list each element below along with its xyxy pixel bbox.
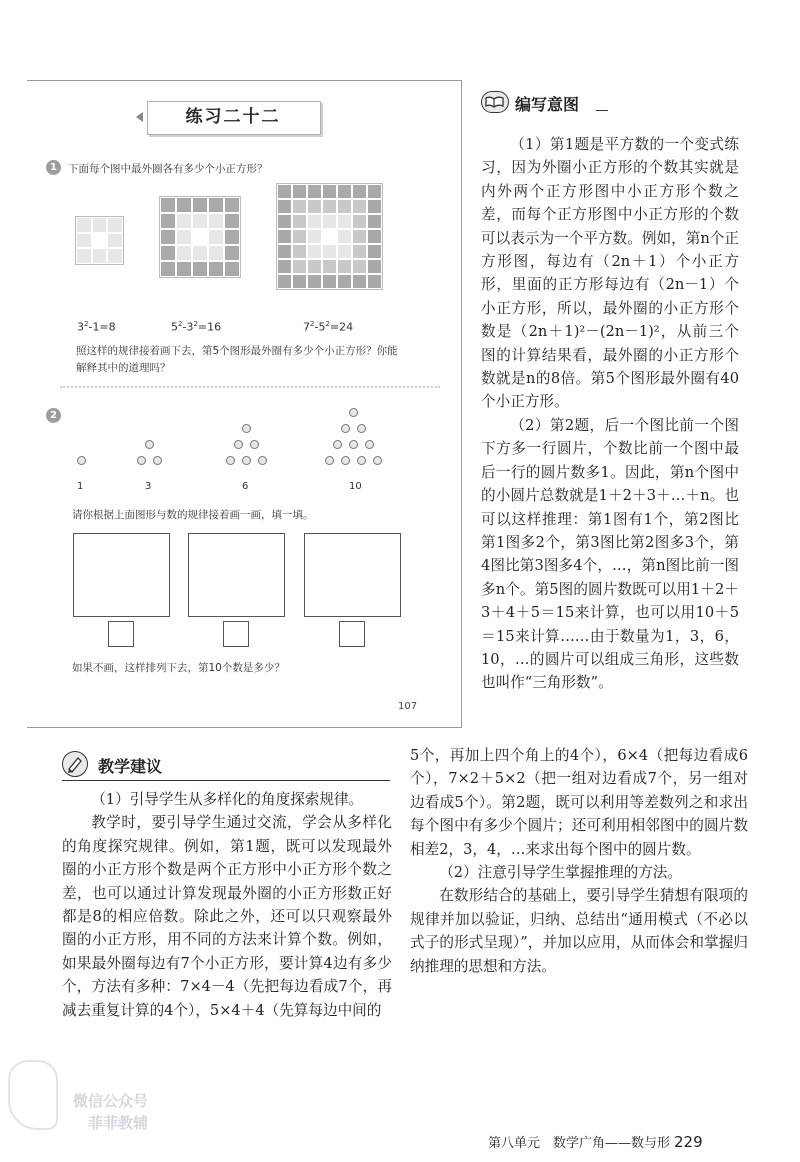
grid-cell xyxy=(176,213,192,229)
grid-cell xyxy=(208,229,224,245)
watermark xyxy=(8,1090,148,1152)
circle-disc xyxy=(250,440,259,449)
grid-cell xyxy=(224,229,240,245)
grid-cell xyxy=(352,274,367,289)
circle-disc xyxy=(153,456,162,465)
triangle-label-3: 3 xyxy=(145,481,152,492)
teaching-point-2-body: 在数形结合的基础上，要引导学生猜想有限项的规律并加以验证，归纳、总结出“通用模式（不必以式子的形式呈现）”，并加以应用，从而体会和掌握归纳推理的思想和方法。 xyxy=(410,887,748,975)
formula-1: $3^2-1=8$ xyxy=(77,320,116,334)
grid-cell xyxy=(76,233,92,249)
answer-box-2[interactable] xyxy=(223,621,249,647)
grid-cell xyxy=(176,261,192,277)
question-2-instruction: 请你根据上面图形与数的规律接着画一画，填一填。 xyxy=(72,509,314,521)
drawing-box-1[interactable] xyxy=(73,533,170,617)
teaching-point-1-body: 教学时，要引导学生通过交流，学会从多样化的角度探究规律。例如，第1题，既可以发现最外圈的小正方形个数是两个正方形中小正方形个数之差，也可以通过计算发现最外圈的小正方形数正好都是8的相应倍数。除此之外，还可以只观察最外圈的小正方形，用不同的方法来计算个数。例如，如果最外圈每边有7个小正方形，要计算4边有多少个，方法有多种：7×4－4（先把每边看成7个，再减去重复计算的4个），5×4＋4（先算每边中间的 xyxy=(62,814,392,1019)
grid-cell xyxy=(92,233,108,249)
grid-cell xyxy=(322,274,337,289)
grid-cell xyxy=(292,214,307,229)
grid-cell xyxy=(337,184,352,199)
grid-cell xyxy=(292,184,307,199)
grid-cell xyxy=(277,184,292,199)
grid-cell xyxy=(76,248,92,264)
grid-cell xyxy=(307,259,322,274)
grid-cell xyxy=(337,244,352,259)
teaching-point-1-title: （1）引导学生从多样化的角度探索规律。 xyxy=(91,791,364,808)
triangle-label-1: 1 xyxy=(77,481,84,492)
circle-disc xyxy=(137,456,146,465)
grid-cell xyxy=(337,199,352,214)
circle-disc xyxy=(341,456,350,465)
grid-cell xyxy=(307,199,322,214)
grid-cell xyxy=(208,261,224,277)
grid-cell xyxy=(352,229,367,244)
teaching-suggestion-header: 教学建议 xyxy=(98,757,163,776)
grid-cell xyxy=(367,214,382,229)
circle-disc xyxy=(77,456,86,465)
footer-page-number: 229 xyxy=(674,1133,703,1151)
grid-cell xyxy=(352,244,367,259)
question-1-text: 下面每个图中最外圈各有多少个小正方形？ xyxy=(68,163,268,175)
triangle-label-6: 6 xyxy=(242,481,249,492)
grid-cell xyxy=(160,213,176,229)
circle-disc xyxy=(349,408,358,417)
grid-cell xyxy=(192,261,208,277)
grid-cell xyxy=(208,197,224,213)
grid-cell xyxy=(92,217,108,233)
circle-disc xyxy=(145,440,154,449)
grid-cell xyxy=(322,229,337,244)
grid-cell xyxy=(337,229,352,244)
grid-cell xyxy=(352,199,367,214)
grid-cell xyxy=(322,184,337,199)
watermark-line-1: 微信公众号 xyxy=(72,1092,148,1110)
answer-box-1[interactable] xyxy=(108,621,134,647)
teaching-header-underline xyxy=(62,780,390,781)
grid-cell xyxy=(208,213,224,229)
grid-cell xyxy=(307,229,322,244)
circle-disc xyxy=(234,440,243,449)
circle-disc xyxy=(226,456,235,465)
design-intent-paragraph-2: （2）第2题，后一个图比前一个图下方多一行圆片，个数比前一个图中最后一行的圆片数多1。因此，第n个图中的小圆片总数就是1＋2＋3＋…＋n。也可以这样推理：第1图有1个，第2图比第1图多2个，第3图比第2图多3个，第4图比第3图多4个，…，第n图比前一图多n个。第5图的圆片数既可以用1＋2＋3＋4＋5＝15来计算，也可以用10＋5＝15来计算……由于数量为1，3，6，10，…的圆片可以组成三角形，这些数也叫作“三角形数”。 xyxy=(481,416,739,692)
grid-cell xyxy=(277,274,292,289)
grid-cell xyxy=(307,184,322,199)
grid-cell xyxy=(337,214,352,229)
teaching-point-1-continuation: 5个，再加上四个角上的4个），6×4（把每边看成6个），7×2＋5×2（把一组对边看成7个，另一组对边看成5个）。第2题，既可以利用等差数列之和求出每个图中有多少个圆片；还可利用相邻图中的圆片数相差2，3，4，…来求出每个图中的圆片数。 xyxy=(410,747,748,858)
circle-disc xyxy=(349,440,358,449)
grid-cell xyxy=(160,197,176,213)
grid-cell xyxy=(367,259,382,274)
circle-disc xyxy=(242,456,251,465)
question-number-2: 2 xyxy=(46,408,61,423)
circle-disc xyxy=(365,440,374,449)
grid-cell xyxy=(292,259,307,274)
grid-cell xyxy=(277,244,292,259)
grid-cell xyxy=(277,199,292,214)
grid-cell xyxy=(277,229,292,244)
grid-cell xyxy=(292,274,307,289)
circle-disc xyxy=(341,424,350,433)
grid-cell xyxy=(367,184,382,199)
grid-cell xyxy=(224,245,240,261)
grid-cell xyxy=(322,259,337,274)
question-2-text: 如果不画，这样排列下去，第10个数是多少？ xyxy=(72,662,285,674)
grid-cell xyxy=(107,248,123,264)
square-grid-5x5 xyxy=(159,196,241,278)
grid-cell xyxy=(352,259,367,274)
grid-cell xyxy=(352,214,367,229)
grid-cell xyxy=(192,213,208,229)
teaching-point-2-title: （2）注意引导学生掌握推理的方法。 xyxy=(439,864,682,882)
exercise-title: 练习二十二 xyxy=(185,107,281,127)
circle-disc xyxy=(258,456,267,465)
grid-cell xyxy=(367,274,382,289)
formula-3: $7^2-5^2=24$ xyxy=(303,320,354,334)
grid-cell xyxy=(277,214,292,229)
watermark-line-2: 菲菲教辅 xyxy=(87,1114,148,1132)
grid-cell xyxy=(292,199,307,214)
circle-disc xyxy=(357,456,366,465)
grid-cell xyxy=(160,261,176,277)
grid-cell xyxy=(367,199,382,214)
open-book-icon xyxy=(481,91,509,113)
grid-cell xyxy=(160,229,176,245)
triangle-label-10: 10 xyxy=(349,481,362,492)
textbook-page-number: 107 xyxy=(398,701,418,712)
grid-cell xyxy=(107,233,123,249)
grid-cell xyxy=(224,213,240,229)
question-1-followup-line2: 解释其中的道理吗？ xyxy=(76,362,171,374)
question-number-1: 1 xyxy=(46,160,61,175)
drawing-box-2[interactable] xyxy=(188,533,285,617)
circle-disc xyxy=(325,456,334,465)
grid-cell xyxy=(160,245,176,261)
grid-cell xyxy=(277,259,292,274)
grid-cell xyxy=(192,245,208,261)
circle-disc xyxy=(333,440,342,449)
grid-cell xyxy=(176,197,192,213)
grid-cell xyxy=(92,248,108,264)
page-footer xyxy=(488,1132,703,1151)
grid-cell xyxy=(192,197,208,213)
grid-cell xyxy=(337,259,352,274)
grid-cell xyxy=(107,217,123,233)
grid-cell xyxy=(367,229,382,244)
circle-disc xyxy=(373,456,382,465)
grid-cell xyxy=(322,214,337,229)
grid-cell xyxy=(76,217,92,233)
formula-2: $5^2-3^2=16$ xyxy=(171,320,222,334)
teaching-right-column xyxy=(410,744,748,978)
grid-cell xyxy=(208,245,224,261)
circle-disc xyxy=(242,424,251,433)
grid-cell xyxy=(192,229,208,245)
pen-icon xyxy=(62,751,88,777)
grid-cell xyxy=(224,197,240,213)
section-divider xyxy=(60,386,440,388)
grid-cell xyxy=(176,245,192,261)
grid-cell xyxy=(322,244,337,259)
grid-cell xyxy=(176,229,192,245)
design-intent-header: 编写意图 xyxy=(515,95,580,114)
grid-cell xyxy=(307,274,322,289)
grid-cell xyxy=(367,244,382,259)
grid-cell xyxy=(292,229,307,244)
grid-cell xyxy=(292,244,307,259)
square-grid-7x7 xyxy=(276,183,383,290)
grid-cell xyxy=(337,274,352,289)
grid-cell xyxy=(307,244,322,259)
question-1-followup-line1: 照这样的规律接着画下去，第5个图形最外圈有多少个小正方形？你能 xyxy=(76,345,398,357)
answer-box-3[interactable] xyxy=(339,621,365,647)
header-underline xyxy=(596,110,608,111)
square-grid-3x3 xyxy=(75,216,124,265)
teaching-left-column xyxy=(62,788,392,1022)
grid-cell xyxy=(224,261,240,277)
design-intent-paragraph-1: （1）第1题是平方数的一个变式练习，因为外圈小正方形的个数其实就是内外两个正方形图中小正方形个数之差，而每个正方形图中小正方形的个数可以表示为一个平方数。例如，第n个正方形图，每边有（2n＋1）个小正方形，里面的正方形每边有（2n－1）个小正方形，所以，最外圈的小正方形个数是（2n＋1)²－(2n－1)²，从前三个图的计算结果看，最外圈的小正方形个数就是n的8倍。第5个图形最外圈有40个小正方形。 xyxy=(481,136,739,411)
grid-cell xyxy=(322,199,337,214)
grid-cell xyxy=(307,214,322,229)
footer-chapter: 第八单元 数学广角——数与形 xyxy=(488,1136,671,1151)
circle-disc xyxy=(357,424,366,433)
drawing-box-3[interactable] xyxy=(304,533,401,617)
design-intent-body xyxy=(481,133,739,695)
grid-cell xyxy=(352,184,367,199)
title-arrow-icon xyxy=(136,112,143,122)
